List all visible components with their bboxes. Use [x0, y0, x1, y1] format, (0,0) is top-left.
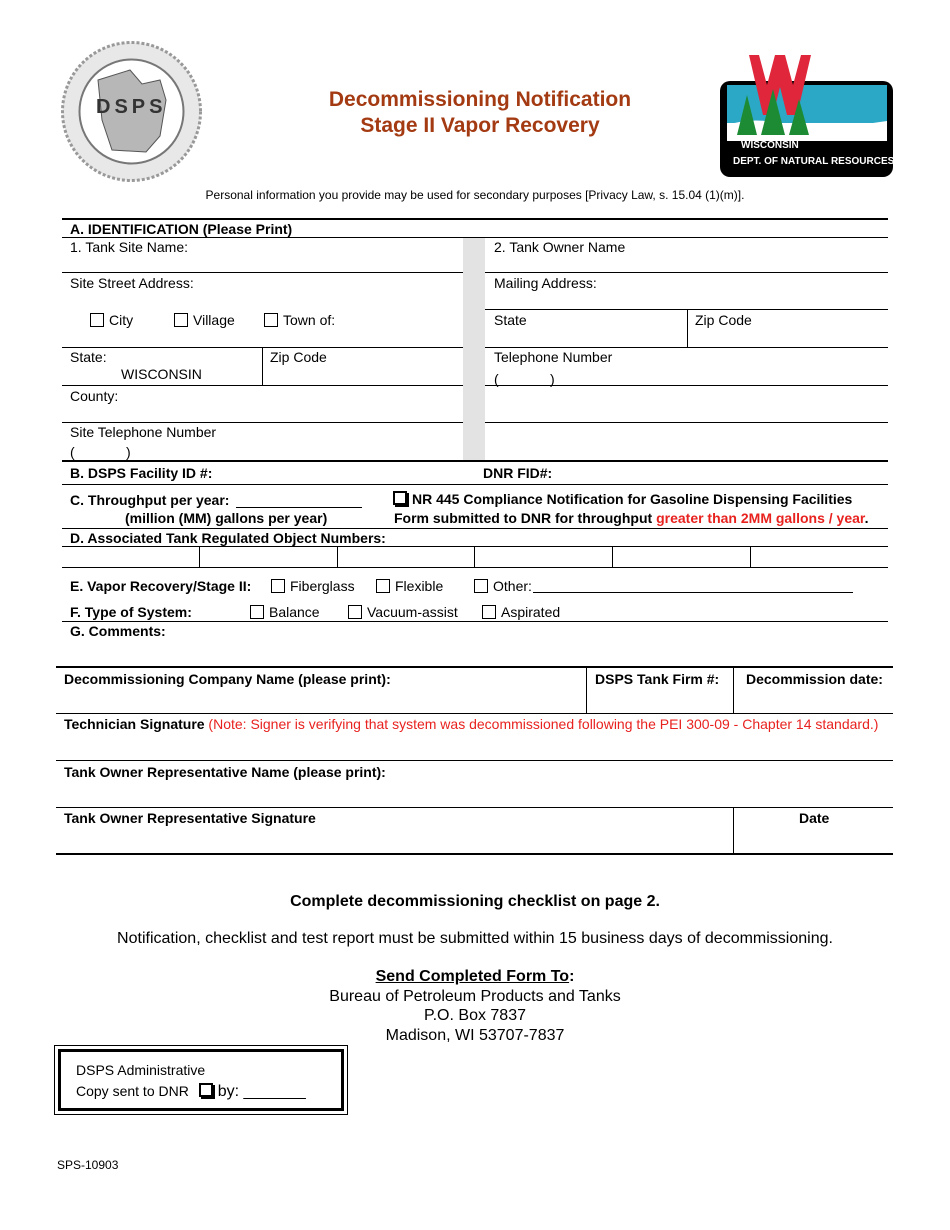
comments-label: G. Comments:: [70, 623, 166, 639]
tank-owner-name-label: 2. Tank Owner Name: [494, 239, 626, 255]
privacy-note: Personal information you provide may be used for secondary purposes [Privacy Law, s. 15.04 (1)(m)].: [205, 188, 745, 202]
nr445-line1: NR 445 Compliance Notification for Gasoline Dispensing Facilities: [412, 491, 853, 507]
throughput-sub-label: (million (MM) gallons per year): [125, 510, 328, 526]
aspirated-label: Aspirated: [501, 604, 561, 620]
site-telephone-label: Site Telephone Number: [70, 424, 217, 440]
tank-object-numbers-label: D. Associated Tank Regulated Object Numbers:: [70, 530, 386, 546]
fiberglass-checkbox[interactable]: [271, 578, 355, 594]
admin-by[interactable]: by: _______: [217, 1083, 306, 1100]
admin-line2-row: [76, 1083, 306, 1101]
owner-rep-signature-label: Tank Owner Representative Signature: [64, 810, 316, 826]
form-number: SPS-10903: [57, 1158, 119, 1172]
state-value: WISCONSIN: [121, 366, 202, 382]
page-title-line1: Decommissioning Notification: [328, 88, 632, 111]
county-label: County:: [70, 388, 119, 404]
nr445-checkbox[interactable]: [393, 491, 852, 507]
other-input-line[interactable]: [533, 592, 853, 593]
page-title-line2: Stage II Vapor Recovery: [360, 114, 600, 137]
nr445-line2-text: Form submitted to DNR for throughput: [394, 510, 657, 526]
address-line1: Bureau of Petroleum Products and Tanks: [329, 988, 621, 1005]
site-phone-open: (: [70, 444, 75, 460]
city-label: City: [109, 312, 134, 328]
dsps-logo-letters: DSPS: [96, 96, 167, 118]
balance-checkbox[interactable]: [250, 604, 320, 620]
vacuum-assist-label: Vacuum-assist: [367, 604, 458, 620]
technician-signature-row: [64, 716, 878, 732]
city-checkbox[interactable]: [90, 312, 133, 328]
vacuum-assist-checkbox[interactable]: [348, 604, 458, 620]
tank-site-name-label: 1. Tank Site Name:: [70, 239, 189, 255]
town-label: Town of:: [283, 312, 336, 328]
company-name-label: Decommissioning Company Name (please print):: [64, 671, 391, 687]
technician-signature-label: Technician Signature: [64, 716, 205, 732]
owner-rep-name-label: Tank Owner Representative Name (please print):: [64, 764, 386, 780]
section-a-heading: A. IDENTIFICATION (Please Print): [70, 221, 293, 237]
state-label: State:: [70, 349, 107, 365]
technician-signature-note: (Note: Signer is verifying that system was decommissioned following the PEI 300-09 - Chapter 14 standard.): [204, 716, 879, 732]
nr445-line2: [394, 510, 868, 526]
nr445-line2-end: .: [864, 510, 869, 526]
dnr-logo-line1: WISCONSIN: [741, 140, 799, 151]
village-label: Village: [193, 312, 235, 328]
vapor-recovery-label: E. Vapor Recovery/Stage II:: [70, 578, 252, 594]
owner-state-label: State: [494, 312, 527, 328]
site-zip-label: Zip Code: [270, 349, 327, 365]
send-to-colon: :: [569, 968, 575, 985]
owner-phone-open: (: [494, 371, 499, 387]
throughput-label: C. Throughput per year:: [70, 492, 230, 508]
dnr-logo-line2: DEPT. OF NATURAL RESOURCES: [733, 156, 895, 167]
tank-firm-label: DSPS Tank Firm #:: [595, 671, 720, 687]
flexible-label: Flexible: [395, 578, 444, 594]
admin-box: [58, 1049, 344, 1111]
type-of-system-label: F. Type of System:: [70, 604, 192, 620]
town-checkbox[interactable]: [264, 312, 335, 328]
village-checkbox[interactable]: [174, 312, 235, 328]
owner-phone-close: ): [550, 371, 555, 387]
dsps-facility-id-label: B. DSPS Facility ID #:: [70, 465, 213, 481]
send-to-label: Send Completed Form To: [375, 968, 570, 985]
fiberglass-label: Fiberglass: [290, 578, 355, 594]
site-street-address-label: Site Street Address:: [70, 275, 194, 291]
address-line3: Madison, WI 53707-7837: [385, 1027, 565, 1044]
dnr-copy-checkbox[interactable]: [199, 1083, 213, 1097]
decommission-date-label: Decommission date:: [746, 671, 883, 687]
checklist-note: Complete decommissioning checklist on page 2.: [290, 893, 660, 910]
column-divider: [463, 238, 485, 460]
dnr-fid-label: DNR FID#:: [483, 465, 553, 481]
nr445-line2-red: greater than 2MM gallons / year: [656, 510, 865, 526]
owner-zip-label: Zip Code: [695, 312, 752, 328]
other-checkbox[interactable]: [474, 578, 532, 594]
deadline-note: Notification, checklist and test report must be submitted within 15 business days of decommissioning.: [117, 930, 833, 947]
flexible-checkbox[interactable]: [376, 578, 443, 594]
site-phone-close: ): [126, 444, 131, 460]
other-label: Other:: [493, 578, 532, 594]
admin-line1: DSPS Administrative: [76, 1062, 206, 1078]
telephone-number-label: Telephone Number: [494, 349, 613, 365]
mailing-address-label: Mailing Address:: [494, 275, 597, 291]
admin-line2: Copy sent to DNR: [76, 1083, 189, 1099]
send-to-heading: [0, 968, 950, 986]
balance-label: Balance: [269, 604, 320, 620]
aspirated-checkbox[interactable]: [482, 604, 560, 620]
date-label: Date: [799, 810, 830, 826]
address-line2: P.O. Box 7837: [424, 1007, 526, 1024]
